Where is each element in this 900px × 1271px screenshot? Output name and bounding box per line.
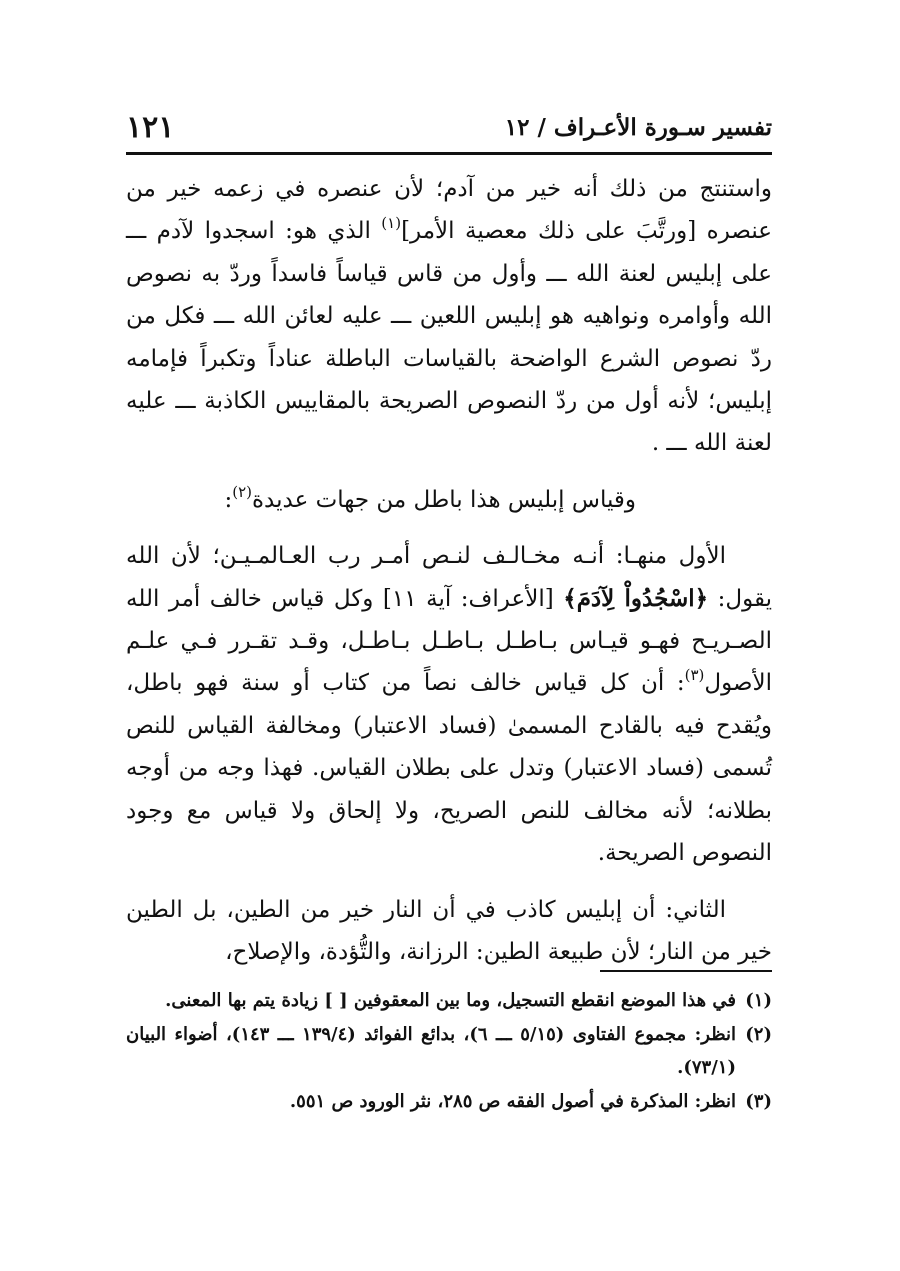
footnotes bbox=[126, 984, 772, 1118]
footnote-number: (٢) bbox=[745, 1023, 772, 1045]
footnote-2 bbox=[126, 1018, 772, 1085]
footnote-number: (١) bbox=[745, 990, 772, 1011]
quran-verse: ﴿اسْجُدُواْ لِآدَمَ﴾ bbox=[563, 584, 709, 612]
footnote-1 bbox=[126, 984, 772, 1018]
footnote-separator bbox=[600, 970, 772, 972]
footnote-ref-3[interactable]: (٣) bbox=[684, 666, 705, 685]
footnote-text: انظر: مجموع الفتاوى (٥/١٥ ـــ ٦)، بدائع الفوائد (١٣٩/٤ ـــ ١٤٣)، أضواء البيان (٧٣/١). bbox=[126, 1023, 736, 1078]
main-text bbox=[126, 168, 772, 973]
paragraph-1: واستنتج من ذلك أنه خير من آدم؛ لأن عنصره في زعمه خير من عنصره [ورتَّبَ على ذلك معصية الأمر]$^{(١)}$ الذي هو: اسجدوا لآدم ـــ على إبليس لعنة الله ـــ وأول من قاس قياساً فاسداً وردّ به نصوص الله وأوامره ونواهيه هو إبليس اللعين ـــ عليه لعائن الله ـــ فكل من ردّ نصوص الشرع الواضحة بالقياسات الباطلة عناداً وتكبراً فإمامه إبليس؛ لأنه أول من ردّ النصوص الصريحة بالمقاييس الكاذبة ـــ عليه لعنة الله ـــ . bbox=[126, 176, 772, 457]
paragraph-2: وقياس إبليس هذا باطل من جهات عديدة$^{(٢)}$: bbox=[224, 482, 636, 513]
footnote-ref-2[interactable]: (٢) bbox=[232, 482, 252, 501]
paragraph-4: الثاني: أن إبليس كاذب في أن النار خير من الطين، بل الطين خير من النار؛ لأن طبيعة الطين: الرزانة، والتُّؤدة، والإصلاح، bbox=[126, 896, 772, 965]
header-rule bbox=[126, 152, 772, 155]
footnote-ref-1[interactable]: (١) bbox=[381, 214, 402, 233]
running-header bbox=[126, 110, 772, 150]
footnote-3 bbox=[126, 1085, 772, 1119]
running-header-title: تفسير سـورة الأعـراف / ١٢ bbox=[504, 114, 772, 141]
paragraph-3: الأول منهـا: أنـه مخـالـف لنـص أمـر رب العـالمـيـن؛ لأن الله يقول: ﴿اسْجُدُواْ لِآدَمَ﴾ [الأعراف: آية ١١] وكل قياس خالف أمر الله الصـريـح فهـو قيـاس بـاطـل بـاطـل بـاطـل، وقـد تقـرر فـي علـم الأصول$^{(٣)}$: أن كل قياس خالف نصاً من كتاب أو سنة فهو باطل، ويُقدح فيه بالقادح المسمىٰ (فساد الاعتبار) ومخالفة القياس للنص تُسمى (فساد الاعتبار) وتدل على بطلان القياس. فهذا وجه من أوجه بطلانه؛ لأنه مخالف للنص الصريح، ولا إلحاق ولا قياس مع وجود النصوص الصريحة. bbox=[126, 543, 772, 867]
page-number: ١٢١ bbox=[126, 110, 175, 145]
footnote-text: انظر: المذكرة في أصول الفقه ص ٢٨٥، نثر الورود ص ٥٥١. bbox=[289, 1090, 736, 1112]
footnote-number: (٣) bbox=[745, 1090, 772, 1112]
footnote-text: في هذا الموضع انقطع التسجيل، وما بين المعقوفين [ ] زيادة يتم بها المعنى. bbox=[165, 990, 736, 1011]
